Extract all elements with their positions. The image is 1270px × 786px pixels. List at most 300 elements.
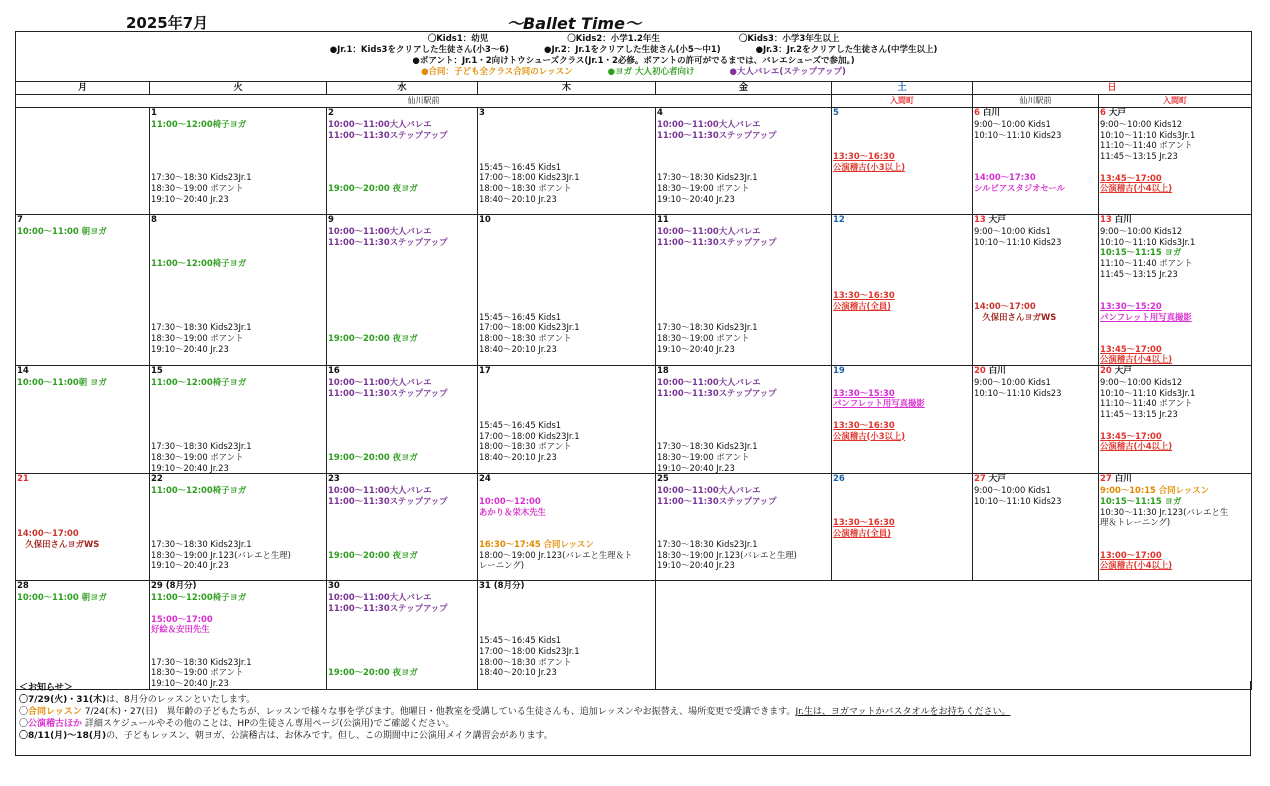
schedule-entry: 9:00～10:00 Kids12: [1100, 377, 1183, 388]
spacer: [151, 496, 325, 507]
spacer: [328, 646, 476, 657]
spacer: [479, 258, 654, 269]
day-number: 6 大戸: [1100, 108, 1126, 118]
spacer: [328, 269, 476, 280]
schedule-entry: 16:30～17:45 合同レッスン: [479, 538, 594, 549]
schedule-entry: 17:30～18:30 Kids23Jr.1: [151, 441, 252, 452]
schedule-entry: 18:40～20:10 Jr.23: [479, 343, 557, 354]
day-number: 27 大戸: [974, 474, 1006, 485]
spacer: [657, 290, 830, 301]
schedule-entry: 19:00～20:00 夜ヨガ: [328, 183, 418, 194]
spacer: [328, 409, 476, 420]
spacer: [151, 226, 325, 237]
day-cell: [973, 366, 1099, 474]
schedule-entry: 15:45～16:45 Kids1: [479, 311, 562, 322]
day-cell: [327, 215, 478, 366]
spacer: [479, 226, 654, 237]
schedule-entry: パンフレット用写真撮影: [833, 398, 925, 409]
schedule-entry: 10:10～11:10 Kids3Jr.1: [1100, 129, 1196, 140]
spacer: [833, 279, 971, 290]
spacer: [151, 130, 325, 141]
spacer: [17, 496, 148, 507]
day-cell: [1099, 474, 1252, 581]
schedule-entry: 15:45～16:45 Kids1: [479, 419, 562, 430]
spacer: [479, 247, 654, 258]
day-place: 白川: [979, 108, 1000, 118]
spacer: [151, 237, 325, 248]
day-cell: [16, 581, 150, 689]
day-number: 19: [833, 366, 845, 377]
schedule-entry: 18:30～19:00 ポアント: [151, 667, 244, 678]
schedule-entry: 18:30～19:00 Jr.123(バレエと生理): [151, 549, 291, 560]
spacer: [657, 279, 830, 290]
schedule-entry: 17:30～18:30 Kids23Jr.1: [657, 538, 758, 549]
jr1-text: ●Jr.1：Kids3をクリアした生徒さん(小3～6): [329, 45, 510, 55]
spacer: [657, 301, 830, 312]
spacer: [151, 151, 325, 162]
schedule-entry: 19:00～20:00 夜ヨガ: [328, 332, 418, 343]
spacer: [328, 441, 476, 452]
spacer: [151, 398, 325, 409]
day-cell: [973, 108, 1099, 215]
spacer: [974, 247, 1097, 258]
notice-3-title: 公演稽古ほか: [28, 719, 83, 729]
schedule-entry: 19:10～20:40 Jr.23: [151, 677, 229, 688]
schedule-entry: 14:00～17:00: [974, 300, 1036, 311]
schedule-entry: 公演稽古(全員): [833, 300, 891, 311]
schedule-entry: 11:00～12:00椅子ヨガ: [151, 485, 247, 496]
spacer: [479, 269, 654, 280]
spacer: [833, 507, 971, 518]
day-cell: [973, 215, 1099, 366]
notice-2-note: Jr.生は、ヨガマットかバスタオルをお持ちください。: [795, 707, 1011, 717]
spacer: [151, 140, 325, 151]
schedule-entry: 18:30～19:00 ポアント: [657, 332, 750, 343]
spacer: [328, 517, 476, 528]
spacer: [328, 140, 476, 151]
schedule-entry: 11:10～11:40 ポアント: [1100, 258, 1193, 269]
schedule-entry: 9:00～10:00 Kids12: [1100, 226, 1183, 236]
spacer: [328, 312, 476, 323]
day-number: 16: [328, 366, 340, 377]
schedule-entry: 10:10～11:10 Kids23: [974, 236, 1062, 247]
day-cell: [656, 108, 832, 215]
spacer: [151, 269, 325, 280]
schedule-entry: 18:30～19:00 ポアント: [151, 332, 244, 343]
schedule-entry: 9:00～10:00 Kids12: [1100, 119, 1183, 129]
day-cell: [150, 366, 327, 474]
day-cell: [832, 108, 973, 215]
spacer: [328, 172, 476, 183]
day-number: 8: [151, 215, 157, 225]
schedule-entry: 15:45～16:45 Kids1: [479, 635, 562, 646]
schedule-entry: 9:00～10:00 Kids1: [974, 485, 1051, 496]
day-place: 大戸: [985, 474, 1006, 485]
spacer: [479, 279, 654, 290]
spacer: [1100, 539, 1250, 550]
day-cell: [327, 366, 478, 474]
spacer: [833, 377, 971, 388]
spacer: [17, 485, 148, 496]
day-number: 27 白川: [1100, 474, 1132, 485]
day-cell: [832, 366, 973, 474]
week-row: [16, 366, 1252, 474]
spacer: [151, 247, 325, 258]
schedule-entry: 理＆トレーニング): [1100, 517, 1171, 528]
day-cell: [16, 366, 150, 474]
schedule-entry: 11:00～12:00椅子ヨガ: [151, 119, 247, 129]
day-number: 20 白川: [974, 366, 1006, 377]
schedule-entry: 公演稽古(小4以上): [1100, 183, 1173, 194]
schedule-entry: 19:10～20:40 Jr.23: [657, 462, 735, 473]
week-row: [16, 108, 1252, 215]
schedule-entry: 10:00～11:00朝 ヨガ: [17, 377, 107, 388]
schedule-entry: 10:00～11:00大人バレエ: [328, 485, 432, 496]
spacer: [151, 517, 325, 528]
day-number: 29 (8月分): [151, 581, 197, 592]
spacer: [479, 409, 654, 420]
spacer: [657, 398, 830, 409]
schedule-entry: 17:00～18:00 Kids23Jr.1: [479, 430, 580, 441]
spacer: [974, 140, 1097, 151]
schedule-entry: 10:30～11:30 Jr.123(バレエと生: [1100, 506, 1229, 517]
day-number: 23: [328, 474, 340, 485]
spacer: [1100, 322, 1250, 333]
spacer: [974, 290, 1097, 301]
schedule-entry: 19:00～20:00 夜ヨガ: [328, 549, 418, 560]
day-cell: [1099, 366, 1252, 474]
day-place: 大戸: [985, 215, 1006, 225]
spacer: [833, 496, 971, 507]
day-place: 大戸: [1105, 108, 1126, 118]
spacer: [328, 322, 476, 333]
spacer: [1100, 420, 1250, 431]
schedule-entry: 10:15～11:15 ヨガ: [1100, 247, 1182, 258]
schedule-entry: 11:45～13:15 Jr.23: [1100, 409, 1178, 420]
schedule-entry: 公演稽古(小4以上): [1100, 560, 1173, 571]
schedule-entry: 11:00～11:30ステップアップ: [328, 236, 448, 247]
day-cell: [16, 474, 150, 581]
schedule-entry: 13:30～15:20: [1100, 300, 1162, 311]
schedule-entry: 9:00～10:00 Kids1: [974, 226, 1051, 236]
schedule-entry: 10:00～11:00大人バレエ: [328, 226, 432, 236]
schedule-entry: 13:30～16:30: [833, 290, 895, 301]
schedule-entry: 18:30～19:00 ポアント: [657, 451, 750, 462]
spacer: [833, 269, 971, 280]
day-cell: [16, 215, 150, 366]
jr2-text: ●Jr.2：Jr.1をクリアした生徒さん(小5～中1): [544, 45, 721, 55]
notice-1-date: 〇7/29(火)・31(木): [19, 695, 107, 705]
kids1-text: 〇Kids1：幼児: [427, 34, 489, 44]
schedule-entry: 好絵＆安田先生: [151, 624, 210, 635]
spacer: [17, 517, 148, 528]
spacer: [479, 614, 654, 625]
spacer: [479, 485, 654, 496]
spacer: [833, 485, 971, 496]
day-number: 9: [328, 215, 334, 225]
spacer: [1100, 280, 1250, 291]
schedule-entry: レーニング): [479, 560, 524, 571]
notice-3-text: 詳細スケジュールやその他のことは、HPの生徒さん専用ページ(公演用)でご確認ください。: [82, 719, 455, 729]
schedule-entry: 19:10～20:40 Jr.23: [151, 193, 229, 204]
spacer: [151, 409, 325, 420]
day-header-row: [16, 82, 1252, 95]
schedule-entry: 17:00～18:00 Kids23Jr.1: [479, 322, 580, 333]
notice-4-date: 〇8/11(月)～18(月): [19, 731, 107, 741]
info-cell: [16, 32, 1252, 82]
empty-cell: [656, 581, 1252, 689]
schedule-entry: シルビアスタジオセール: [974, 183, 1065, 194]
legend-adult-ballet: ●大人バレエ(ステップアップ): [729, 67, 846, 77]
spacer: [479, 592, 654, 603]
schedule-entry: 10:00～11:00大人バレエ: [657, 485, 761, 496]
spacer: [974, 269, 1097, 280]
spacer: [833, 237, 971, 248]
spacer: [479, 237, 654, 248]
spacer: [328, 420, 476, 431]
spacer: [151, 507, 325, 518]
day-number: 15: [151, 366, 163, 377]
calendar-table: [15, 31, 1252, 690]
spacer: [328, 258, 476, 269]
spacer: [479, 119, 654, 130]
day-cell: [478, 108, 656, 215]
legend-yoga: ●ヨガ 大人初心者向け: [607, 67, 695, 77]
schedule-entry: 公演稽古(小3以上): [833, 161, 906, 172]
schedule-entry: 11:10～11:40 ポアント: [1100, 140, 1193, 151]
schedule-entry: 13:30～16:30: [833, 517, 895, 528]
spacer: [328, 431, 476, 442]
day-number: 26: [833, 474, 845, 485]
day-number: 10: [479, 215, 491, 225]
schedule-entry: 公演稽古(全員): [833, 528, 891, 539]
spacer: [1100, 333, 1250, 344]
spacer: [151, 279, 325, 290]
schedule-entry: 11:00～11:30ステップアップ: [328, 603, 448, 614]
spacer: [833, 258, 971, 269]
week-row: [16, 215, 1252, 366]
schedule-entry: 公演稽古(小4以上): [1100, 441, 1173, 452]
spacer: [479, 140, 654, 151]
day-number: 12: [833, 215, 845, 225]
spacer: [657, 162, 830, 173]
schedule-entry: 17:30～18:30 Kids23Jr.1: [657, 172, 758, 183]
schedule-entry: 19:10～20:40 Jr.23: [657, 193, 735, 204]
day-header-fri: 金: [656, 82, 832, 95]
spacer: [833, 130, 971, 141]
day-cell: [973, 474, 1099, 581]
day-header-mon: 月: [16, 82, 150, 95]
schedule-entry: 11:00～11:30ステップアップ: [657, 496, 777, 507]
spacer: [479, 151, 654, 162]
schedule-entry: 9:00～10:15 合同レッスン: [1100, 485, 1209, 496]
schedule-entry: 11:10～11:40 ポアント: [1100, 398, 1193, 409]
day-cell: [832, 215, 973, 366]
day-cell: [150, 108, 327, 215]
day-number: 3: [479, 108, 485, 118]
day-number: 1: [151, 108, 157, 118]
day-place: 白川: [1111, 215, 1132, 225]
schedule-entry: 久保田さんヨガWS: [974, 311, 1057, 322]
day-number: 31 (8月分): [479, 581, 525, 592]
schedule-entry: 11:00～12:00椅子ヨガ: [151, 592, 247, 603]
day-place: 大戸: [1111, 366, 1132, 377]
spacer: [657, 431, 830, 442]
jr3-text: ●Jr.3：Jr.2をクリアした生徒さん(中学生以上): [755, 45, 938, 55]
spacer: [151, 528, 325, 539]
notice-line-3: [19, 718, 1247, 730]
schedule-entry: 10:00～11:00大人バレエ: [328, 119, 432, 129]
spacer: [328, 301, 476, 312]
schedule-entry: 19:10～20:40 Jr.23: [657, 343, 735, 354]
day-cell: [478, 581, 656, 689]
notice-heading: ＜お知らせ＞: [19, 683, 73, 693]
spacer: [151, 431, 325, 442]
kids2-text: 〇Kids2：小学1.2年生: [567, 34, 660, 44]
schedule-entry: 10:00～11:00 朝ヨガ: [17, 226, 107, 236]
schedule-entry: 18:30～19:00 Jr.123(バレエと生理): [657, 549, 797, 560]
spacer: [657, 312, 830, 323]
schedule-entry: 13:45～17:00: [1100, 172, 1162, 183]
spacer: [657, 517, 830, 528]
schedule-entry: 11:00～11:30ステップアップ: [328, 387, 448, 398]
schedule-entry: 14:00～17:30: [974, 172, 1036, 183]
schedule-entry: 10:10～11:10 Kids23: [974, 387, 1062, 398]
day-cell: [656, 366, 832, 474]
notice-line-2: [19, 706, 1247, 718]
spacer: [151, 388, 325, 399]
schedule-entry: 11:45～13:15 Jr.23: [1100, 151, 1178, 162]
spacer: [833, 226, 971, 237]
spacer: [151, 420, 325, 431]
day-number: 17: [479, 366, 491, 377]
spacer: [1100, 290, 1250, 301]
day-cell: [656, 215, 832, 366]
day-number: 20 大戸: [1100, 366, 1132, 377]
day-number: 30: [328, 581, 340, 592]
notice-2-mark: 〇: [19, 707, 29, 717]
spacer: [657, 420, 830, 431]
notice-2-text: 7/24(木)・27(日) 異年齢の子どもたちが、レッスンで様々な事を学びます。他曜日・他教室を受講している生徒さんも、追加レッスンやお振替え、場所変更で受講できます。: [81, 707, 796, 717]
day-number: 14: [17, 366, 29, 377]
schedule-entry: 13:45～17:00: [1100, 430, 1162, 441]
spacer: [151, 646, 325, 657]
schedule-entry: 13:00～17:00: [1100, 549, 1162, 560]
spacer: [328, 162, 476, 173]
spacer: [479, 388, 654, 399]
schedule-entry: 15:45～16:45 Kids1: [479, 161, 562, 172]
schedule-entry: パンフレット用写真撮影: [1100, 311, 1192, 322]
spacer: [328, 290, 476, 301]
schedule-entry: 公演稽古(小4以上): [1100, 354, 1173, 365]
day-number: 21: [17, 474, 29, 485]
schedule-entry: 久保田さんヨガWS: [17, 538, 100, 549]
schedule-entry: 17:00～18:00 Kids23Jr.1: [479, 172, 580, 183]
spacer: [328, 398, 476, 409]
calendar-weeks: [16, 108, 1252, 690]
day-number: 5: [833, 108, 839, 118]
schedule-entry: 10:10～11:10 Kids3Jr.1: [1100, 236, 1196, 247]
notice-4-text: の、子どもレッスン、朝ヨガ、公演稽古は、お休みです。但し、この期間中に公演用メイク講習会があります。: [106, 731, 553, 741]
notice-2-title: 合同レッスン: [28, 707, 82, 717]
day-header-sat: 土: [832, 82, 973, 95]
schedule-entry: 10:00～11:00大人バレエ: [657, 119, 761, 129]
day-header-thu: 木: [478, 82, 656, 95]
day-cell: [478, 215, 656, 366]
schedule-entry: 13:30～16:30: [833, 151, 895, 162]
day-cell: [832, 474, 973, 581]
day-cell: [327, 581, 478, 689]
schedule-entry: 18:00～18:30 ポアント: [479, 332, 572, 343]
spacer: [328, 614, 476, 625]
spacer: [151, 162, 325, 173]
spacer: [833, 409, 971, 420]
notice-box: [15, 681, 1251, 756]
spacer: [328, 539, 476, 550]
spacer: [151, 603, 325, 614]
notice-1-text: は、8月分のレッスンといたします。: [106, 695, 255, 705]
notice-line-1: [19, 694, 1247, 706]
schedule-entry: 17:00～18:00 Kids23Jr.1: [479, 645, 580, 656]
spacer: [657, 528, 830, 539]
spacer: [657, 140, 830, 151]
info-row: [16, 32, 1252, 82]
schedule-entry: 11:00～11:30ステップアップ: [328, 129, 448, 140]
day-number: 2: [328, 108, 334, 118]
schedule-entry: 11:00～12:00椅子ヨガ: [151, 377, 247, 388]
spacer: [833, 119, 971, 130]
day-header-wed: 水: [327, 82, 478, 95]
spacer: [1100, 162, 1250, 173]
day-header-tue: 火: [150, 82, 327, 95]
day-number: 28: [17, 581, 29, 592]
spacer: [328, 279, 476, 290]
day-cell: [1099, 108, 1252, 215]
schedule-entry: 17:30～18:30 Kids23Jr.1: [151, 538, 252, 549]
schedule-entry: 18:40～20:10 Jr.23: [479, 451, 557, 462]
day-number: 22: [151, 474, 163, 485]
day-cell: [478, 366, 656, 474]
spacer: [657, 151, 830, 162]
schedule-entry: 13:30～15:30: [833, 387, 895, 398]
schedule-entry: 18:30～19:00 ポアント: [151, 451, 244, 462]
spacer: [328, 635, 476, 646]
spacer: [151, 635, 325, 646]
day-cell: [327, 108, 478, 215]
day-number: 13 大戸: [974, 215, 1006, 225]
spacer: [328, 247, 476, 258]
schedule-entry: 19:10～20:40 Jr.23: [151, 560, 229, 571]
schedule-entry: 18:30～19:00 ポアント: [657, 183, 750, 194]
schedule-entry: 11:45～13:15 Jr.23: [1100, 268, 1178, 279]
day-cell: [327, 474, 478, 581]
schedule-entry: 17:30～18:30 Kids23Jr.1: [657, 441, 758, 452]
spacer: [151, 312, 325, 323]
schedule-entry: 10:10～11:10 Kids3Jr.1: [1100, 387, 1196, 398]
schedule-entry: 10:00～12:00: [479, 496, 541, 507]
schedule-entry: 10:10～11:10 Kids23: [974, 129, 1062, 140]
spacer: [657, 507, 830, 518]
schedule-entry: 18:00～19:00 Jr.123(バレエと生理＆ト: [479, 549, 633, 560]
schedule-entry: 17:30～18:30 Kids23Jr.1: [151, 172, 252, 183]
schedule-entry: 11:00～11:30ステップアップ: [657, 129, 777, 140]
spacer: [833, 140, 971, 151]
day-number: 25: [657, 474, 669, 485]
location-iruma-sun: 入間町: [1099, 95, 1252, 108]
location-sendai: 仙川駅前: [16, 95, 832, 108]
schedule-entry: 公演稽古(小3以上): [833, 430, 906, 441]
schedule-entry: 13:30～16:30: [833, 419, 895, 430]
